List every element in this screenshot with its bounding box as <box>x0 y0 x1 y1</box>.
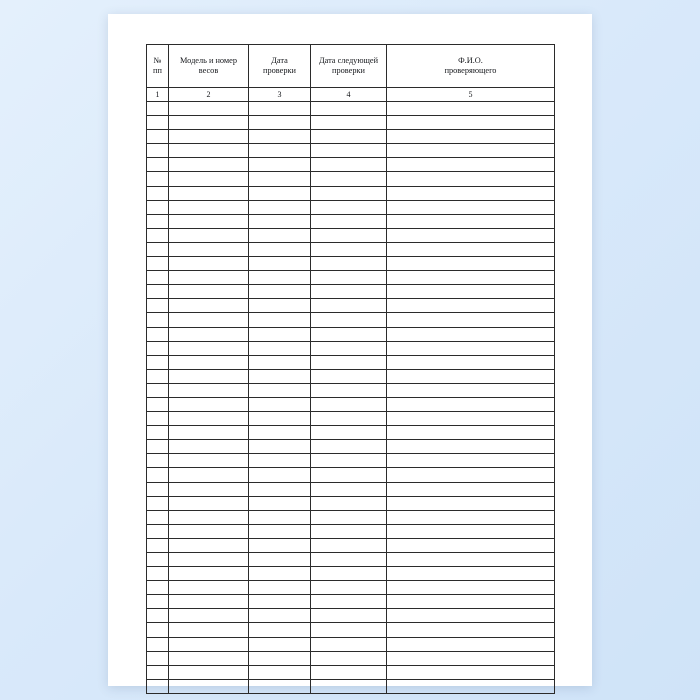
table-cell-col-model[interactable] <box>169 496 249 510</box>
table-row[interactable] <box>147 144 555 158</box>
table-cell-col-inspector[interactable] <box>387 595 555 609</box>
table-cell-col-no[interactable] <box>147 257 169 271</box>
table-cell-col-no[interactable] <box>147 200 169 214</box>
table-cell-col-model[interactable] <box>169 524 249 538</box>
table-cell-col-date[interactable] <box>249 285 311 299</box>
table-row[interactable] <box>147 637 555 651</box>
table-cell-col-no[interactable] <box>147 553 169 567</box>
table-cell-col-next-date[interactable] <box>311 637 387 651</box>
table-cell-col-next-date[interactable] <box>311 285 387 299</box>
column-number-5: 5 <box>387 88 555 102</box>
table-row[interactable] <box>147 102 555 116</box>
table-cell-col-inspector[interactable] <box>387 510 555 524</box>
table-cell-col-date[interactable] <box>249 341 311 355</box>
table-cell-col-inspector[interactable] <box>387 355 555 369</box>
table-row[interactable] <box>147 538 555 552</box>
table-cell-col-date[interactable] <box>249 679 311 693</box>
table-cell-col-date[interactable] <box>249 369 311 383</box>
table-cell-col-inspector[interactable] <box>387 567 555 581</box>
table-cell-col-next-date[interactable] <box>311 242 387 256</box>
table-cell-col-model[interactable] <box>169 412 249 426</box>
table-cell-col-date[interactable] <box>249 482 311 496</box>
column-header-model-line1: Модель и номер <box>179 56 237 65</box>
table-row[interactable] <box>147 609 555 623</box>
table-row[interactable] <box>147 341 555 355</box>
column-header-inspector-line2: проверяющего <box>444 66 497 75</box>
table-cell-col-next-date[interactable] <box>311 299 387 313</box>
table-cell-col-next-date[interactable] <box>311 595 387 609</box>
column-number-2: 2 <box>169 88 249 102</box>
table-cell-col-date[interactable] <box>249 102 311 116</box>
table-header-row <box>147 45 555 88</box>
table-cell-col-model[interactable] <box>169 538 249 552</box>
table-cell-col-next-date[interactable] <box>311 144 387 158</box>
table-cell-col-date[interactable] <box>249 200 311 214</box>
table-cell-col-next-date[interactable] <box>311 341 387 355</box>
table-cell-col-next-date[interactable] <box>311 496 387 510</box>
table-cell-col-no[interactable] <box>147 214 169 228</box>
table-cell-col-date[interactable] <box>249 426 311 440</box>
table-cell-col-inspector[interactable] <box>387 609 555 623</box>
table-cell-col-next-date[interactable] <box>311 581 387 595</box>
column-number-3: 3 <box>249 88 311 102</box>
table-row[interactable] <box>147 257 555 271</box>
table-row[interactable] <box>147 397 555 411</box>
table-header <box>147 45 555 88</box>
table-cell-col-model[interactable] <box>169 637 249 651</box>
table-cell-col-no[interactable] <box>147 623 169 637</box>
table-row[interactable] <box>147 553 555 567</box>
table-cell-col-model[interactable] <box>169 595 249 609</box>
table-cell-col-next-date[interactable] <box>311 130 387 144</box>
table-cell-col-no[interactable] <box>147 299 169 313</box>
table-row[interactable] <box>147 228 555 242</box>
table-cell-col-date[interactable] <box>249 130 311 144</box>
column-header-date <box>249 45 311 88</box>
table-cell-col-model[interactable] <box>169 102 249 116</box>
table-cell-col-date[interactable] <box>249 228 311 242</box>
table-row[interactable] <box>147 285 555 299</box>
table-cell-col-no[interactable] <box>147 228 169 242</box>
table-cell-col-next-date[interactable] <box>311 214 387 228</box>
table-cell-col-no[interactable] <box>147 412 169 426</box>
table-cell-col-inspector[interactable] <box>387 665 555 679</box>
table-cell-col-no[interactable] <box>147 567 169 581</box>
table-row[interactable] <box>147 524 555 538</box>
table-cell-col-no[interactable] <box>147 454 169 468</box>
table-cell-col-inspector[interactable] <box>387 651 555 665</box>
column-header-date-line1: Дата <box>271 56 288 65</box>
table-cell-col-next-date[interactable] <box>311 313 387 327</box>
table-cell-col-model[interactable] <box>169 341 249 355</box>
table-cell-col-model[interactable] <box>169 651 249 665</box>
table-cell-col-model[interactable] <box>169 510 249 524</box>
table-cell-col-no[interactable] <box>147 468 169 482</box>
table-cell-col-next-date[interactable] <box>311 482 387 496</box>
table-row[interactable] <box>147 468 555 482</box>
table-cell-col-next-date[interactable] <box>311 468 387 482</box>
table-row[interactable] <box>147 313 555 327</box>
table-cell-col-model[interactable] <box>169 214 249 228</box>
table-cell-col-next-date[interactable] <box>311 172 387 186</box>
table-cell-col-no[interactable] <box>147 369 169 383</box>
table-row[interactable] <box>147 595 555 609</box>
table-cell-col-inspector[interactable] <box>387 524 555 538</box>
table-cell-col-model[interactable] <box>169 383 249 397</box>
table-row[interactable] <box>147 426 555 440</box>
table-cell-col-model[interactable] <box>169 271 249 285</box>
table-cell-col-next-date[interactable] <box>311 412 387 426</box>
table-row[interactable] <box>147 355 555 369</box>
table-cell-col-next-date[interactable] <box>311 355 387 369</box>
table-row[interactable] <box>147 327 555 341</box>
table-cell-col-no[interactable] <box>147 651 169 665</box>
table-row[interactable] <box>147 271 555 285</box>
table-cell-col-inspector[interactable] <box>387 623 555 637</box>
table-row[interactable] <box>147 369 555 383</box>
table-cell-col-inspector[interactable] <box>387 158 555 172</box>
table-cell-col-no[interactable] <box>147 665 169 679</box>
column-header-next-date-line1: Дата следующей <box>318 56 379 65</box>
table-cell-col-date[interactable] <box>249 116 311 130</box>
table-row[interactable] <box>147 496 555 510</box>
table-cell-col-next-date[interactable] <box>311 538 387 552</box>
table-cell-col-model[interactable] <box>169 679 249 693</box>
table-cell-col-no[interactable] <box>147 355 169 369</box>
table-cell-col-date[interactable] <box>249 524 311 538</box>
table-cell-col-model[interactable] <box>169 623 249 637</box>
table-cell-col-no[interactable] <box>147 285 169 299</box>
table-cell-col-model[interactable] <box>169 158 249 172</box>
table-cell-col-model[interactable] <box>169 299 249 313</box>
column-header-model-line2: весов <box>198 66 219 75</box>
table-row[interactable] <box>147 651 555 665</box>
table-cell-col-model[interactable] <box>169 468 249 482</box>
table-row[interactable] <box>147 383 555 397</box>
table-row[interactable] <box>147 581 555 595</box>
table-cell-col-inspector[interactable] <box>387 538 555 552</box>
column-header-no-line1: № <box>153 56 162 65</box>
column-number-1: 1 <box>147 88 169 102</box>
table-cell-col-inspector[interactable] <box>387 327 555 341</box>
table-cell-col-model[interactable] <box>169 116 249 130</box>
table-row[interactable] <box>147 242 555 256</box>
table-row[interactable] <box>147 130 555 144</box>
table-cell-col-inspector[interactable] <box>387 186 555 200</box>
table-cell-col-inspector[interactable] <box>387 383 555 397</box>
table-cell-col-next-date[interactable] <box>311 679 387 693</box>
table-cell-col-inspector[interactable] <box>387 496 555 510</box>
table-cell-col-no[interactable] <box>147 595 169 609</box>
table-cell-col-model[interactable] <box>169 228 249 242</box>
table-cell-col-inspector[interactable] <box>387 553 555 567</box>
table-cell-col-inspector[interactable] <box>387 299 555 313</box>
table-cell-col-no[interactable] <box>147 383 169 397</box>
table-cell-col-next-date[interactable] <box>311 383 387 397</box>
table-cell-col-next-date[interactable] <box>311 426 387 440</box>
table-cell-col-next-date[interactable] <box>311 524 387 538</box>
table-cell-col-date[interactable] <box>249 397 311 411</box>
table-cell-col-inspector[interactable] <box>387 285 555 299</box>
table-row[interactable] <box>147 510 555 524</box>
table-cell-col-inspector[interactable] <box>387 440 555 454</box>
table-cell-col-date[interactable] <box>249 637 311 651</box>
table-cell-col-no[interactable] <box>147 538 169 552</box>
table-cell-col-date[interactable] <box>249 412 311 426</box>
table-cell-col-date[interactable] <box>249 496 311 510</box>
table-cell-col-next-date[interactable] <box>311 440 387 454</box>
table-cell-col-date[interactable] <box>249 257 311 271</box>
table-cell-col-no[interactable] <box>147 172 169 186</box>
table-cell-col-date[interactable] <box>249 651 311 665</box>
table-cell-col-next-date[interactable] <box>311 327 387 341</box>
table-row[interactable] <box>147 454 555 468</box>
table-cell-col-no[interactable] <box>147 341 169 355</box>
table-cell-col-model[interactable] <box>169 355 249 369</box>
table-row[interactable] <box>147 200 555 214</box>
table-cell-col-inspector[interactable] <box>387 228 555 242</box>
table-cell-col-inspector[interactable] <box>387 144 555 158</box>
table-cell-col-date[interactable] <box>249 609 311 623</box>
table-cell-col-date[interactable] <box>249 468 311 482</box>
table-cell-col-next-date[interactable] <box>311 651 387 665</box>
table-row[interactable] <box>147 186 555 200</box>
table-cell-col-model[interactable] <box>169 482 249 496</box>
column-header-inspector <box>387 45 555 88</box>
table-row[interactable] <box>147 299 555 313</box>
table-cell-col-model[interactable] <box>169 186 249 200</box>
table-cell-col-model[interactable] <box>169 440 249 454</box>
table-cell-col-date[interactable] <box>249 440 311 454</box>
table-cell-col-model[interactable] <box>169 327 249 341</box>
table-cell-col-model[interactable] <box>169 313 249 327</box>
table-cell-col-inspector[interactable] <box>387 257 555 271</box>
table-cell-col-no[interactable] <box>147 581 169 595</box>
table-cell-col-no[interactable] <box>147 510 169 524</box>
table-cell-col-next-date[interactable] <box>311 102 387 116</box>
table-cell-col-model[interactable] <box>169 200 249 214</box>
table-cell-col-date[interactable] <box>249 214 311 228</box>
table-cell-col-date[interactable] <box>249 299 311 313</box>
table-cell-col-inspector[interactable] <box>387 637 555 651</box>
table-cell-col-inspector[interactable] <box>387 369 555 383</box>
table-cell-col-model[interactable] <box>169 369 249 383</box>
column-header-next-date <box>311 45 387 88</box>
table-cell-col-inspector[interactable] <box>387 116 555 130</box>
table-cell-col-model[interactable] <box>169 257 249 271</box>
table-cell-col-date[interactable] <box>249 355 311 369</box>
table-cell-col-model[interactable] <box>169 242 249 256</box>
table-cell-col-next-date[interactable] <box>311 553 387 567</box>
table-cell-col-date[interactable] <box>249 158 311 172</box>
table-cell-col-next-date[interactable] <box>311 116 387 130</box>
table-cell-col-model[interactable] <box>169 426 249 440</box>
table-cell-col-model[interactable] <box>169 553 249 567</box>
table-cell-col-inspector[interactable] <box>387 482 555 496</box>
table-cell-col-date[interactable] <box>249 665 311 679</box>
table-cell-col-no[interactable] <box>147 524 169 538</box>
table-row[interactable] <box>147 623 555 637</box>
table-cell-col-no[interactable] <box>147 609 169 623</box>
table-body <box>147 88 555 694</box>
table-cell-col-no[interactable] <box>147 102 169 116</box>
table-cell-col-inspector[interactable] <box>387 454 555 468</box>
table-cell-col-date[interactable] <box>249 510 311 524</box>
table-cell-col-date[interactable] <box>249 538 311 552</box>
table-cell-col-model[interactable] <box>169 397 249 411</box>
table-cell-col-next-date[interactable] <box>311 186 387 200</box>
table-cell-col-inspector[interactable] <box>387 214 555 228</box>
table-cell-col-inspector[interactable] <box>387 102 555 116</box>
column-header-model <box>169 45 249 88</box>
table-cell-col-next-date[interactable] <box>311 369 387 383</box>
table-row[interactable] <box>147 567 555 581</box>
table-row[interactable] <box>147 214 555 228</box>
table-cell-col-model[interactable] <box>169 144 249 158</box>
table-cell-col-no[interactable] <box>147 496 169 510</box>
table-cell-col-date[interactable] <box>249 567 311 581</box>
table-cell-col-no[interactable] <box>147 327 169 341</box>
table-cell-col-inspector[interactable] <box>387 581 555 595</box>
table-cell-col-next-date[interactable] <box>311 257 387 271</box>
table-cell-col-model[interactable] <box>169 285 249 299</box>
table-cell-col-inspector[interactable] <box>387 468 555 482</box>
table-cell-col-inspector[interactable] <box>387 271 555 285</box>
table-row[interactable] <box>147 440 555 454</box>
table-cell-col-no[interactable] <box>147 637 169 651</box>
table-cell-col-date[interactable] <box>249 186 311 200</box>
table-cell-col-model[interactable] <box>169 581 249 595</box>
table-cell-col-date[interactable] <box>249 327 311 341</box>
table-cell-col-model[interactable] <box>169 172 249 186</box>
table-cell-col-inspector[interactable] <box>387 679 555 693</box>
table-cell-col-inspector[interactable] <box>387 313 555 327</box>
table-cell-col-date[interactable] <box>249 271 311 285</box>
table-cell-col-inspector[interactable] <box>387 412 555 426</box>
table-cell-col-no[interactable] <box>147 397 169 411</box>
table-cell-col-no[interactable] <box>147 186 169 200</box>
column-header-next-date-line2: проверки <box>332 66 365 75</box>
table-cell-col-no[interactable] <box>147 242 169 256</box>
table-cell-col-next-date[interactable] <box>311 454 387 468</box>
table-cell-col-inspector[interactable] <box>387 172 555 186</box>
table-cell-col-inspector[interactable] <box>387 242 555 256</box>
table-cell-col-no[interactable] <box>147 271 169 285</box>
column-header-no-line2: пп <box>153 66 162 75</box>
table-cell-col-date[interactable] <box>249 383 311 397</box>
column-header-no <box>147 45 169 88</box>
table-cell-col-next-date[interactable] <box>311 623 387 637</box>
table-row[interactable] <box>147 482 555 496</box>
table-row[interactable] <box>147 412 555 426</box>
table-cell-col-date[interactable] <box>249 313 311 327</box>
table-cell-col-next-date[interactable] <box>311 510 387 524</box>
table-cell-col-no[interactable] <box>147 440 169 454</box>
table-cell-col-next-date[interactable] <box>311 609 387 623</box>
table-cell-col-no[interactable] <box>147 130 169 144</box>
table-row[interactable] <box>147 116 555 130</box>
table-cell-col-date[interactable] <box>249 595 311 609</box>
document-sheet <box>108 14 592 686</box>
table-cell-col-next-date[interactable] <box>311 271 387 285</box>
table-row[interactable] <box>147 679 555 693</box>
table-cell-col-no[interactable] <box>147 116 169 130</box>
column-number-4: 4 <box>311 88 387 102</box>
table-cell-col-model[interactable] <box>169 130 249 144</box>
inspection-log-table <box>146 44 555 694</box>
table-cell-col-date[interactable] <box>249 144 311 158</box>
table-cell-col-inspector[interactable] <box>387 341 555 355</box>
table-cell-col-date[interactable] <box>249 623 311 637</box>
table-cell-col-date[interactable] <box>249 454 311 468</box>
table-cell-col-inspector[interactable] <box>387 397 555 411</box>
column-header-date-line2: проверки <box>263 66 296 75</box>
table-cell-col-no[interactable] <box>147 158 169 172</box>
table-cell-col-no[interactable] <box>147 144 169 158</box>
table-cell-col-model[interactable] <box>169 665 249 679</box>
table-row[interactable] <box>147 158 555 172</box>
table-cell-col-date[interactable] <box>249 172 311 186</box>
table-row[interactable] <box>147 172 555 186</box>
table-cell-col-no[interactable] <box>147 482 169 496</box>
table-cell-col-model[interactable] <box>169 609 249 623</box>
table-cell-col-model[interactable] <box>169 567 249 581</box>
table-cell-col-date[interactable] <box>249 581 311 595</box>
table-cell-col-inspector[interactable] <box>387 426 555 440</box>
table-row[interactable] <box>147 665 555 679</box>
table-cell-col-date[interactable] <box>249 242 311 256</box>
table-cell-col-next-date[interactable] <box>311 228 387 242</box>
table-cell-col-next-date[interactable] <box>311 567 387 581</box>
table-cell-col-date[interactable] <box>249 553 311 567</box>
table-cell-col-next-date[interactable] <box>311 200 387 214</box>
table-cell-col-model[interactable] <box>169 454 249 468</box>
table-cell-col-inspector[interactable] <box>387 200 555 214</box>
table-cell-col-inspector[interactable] <box>387 130 555 144</box>
table-cell-col-next-date[interactable] <box>311 158 387 172</box>
table-cell-col-no[interactable] <box>147 426 169 440</box>
table-cell-col-no[interactable] <box>147 679 169 693</box>
table-cell-col-next-date[interactable] <box>311 665 387 679</box>
column-header-inspector-line1: Ф.И.О. <box>458 56 483 65</box>
table-cell-col-no[interactable] <box>147 313 169 327</box>
column-number-row <box>147 88 555 102</box>
table-cell-col-next-date[interactable] <box>311 397 387 411</box>
